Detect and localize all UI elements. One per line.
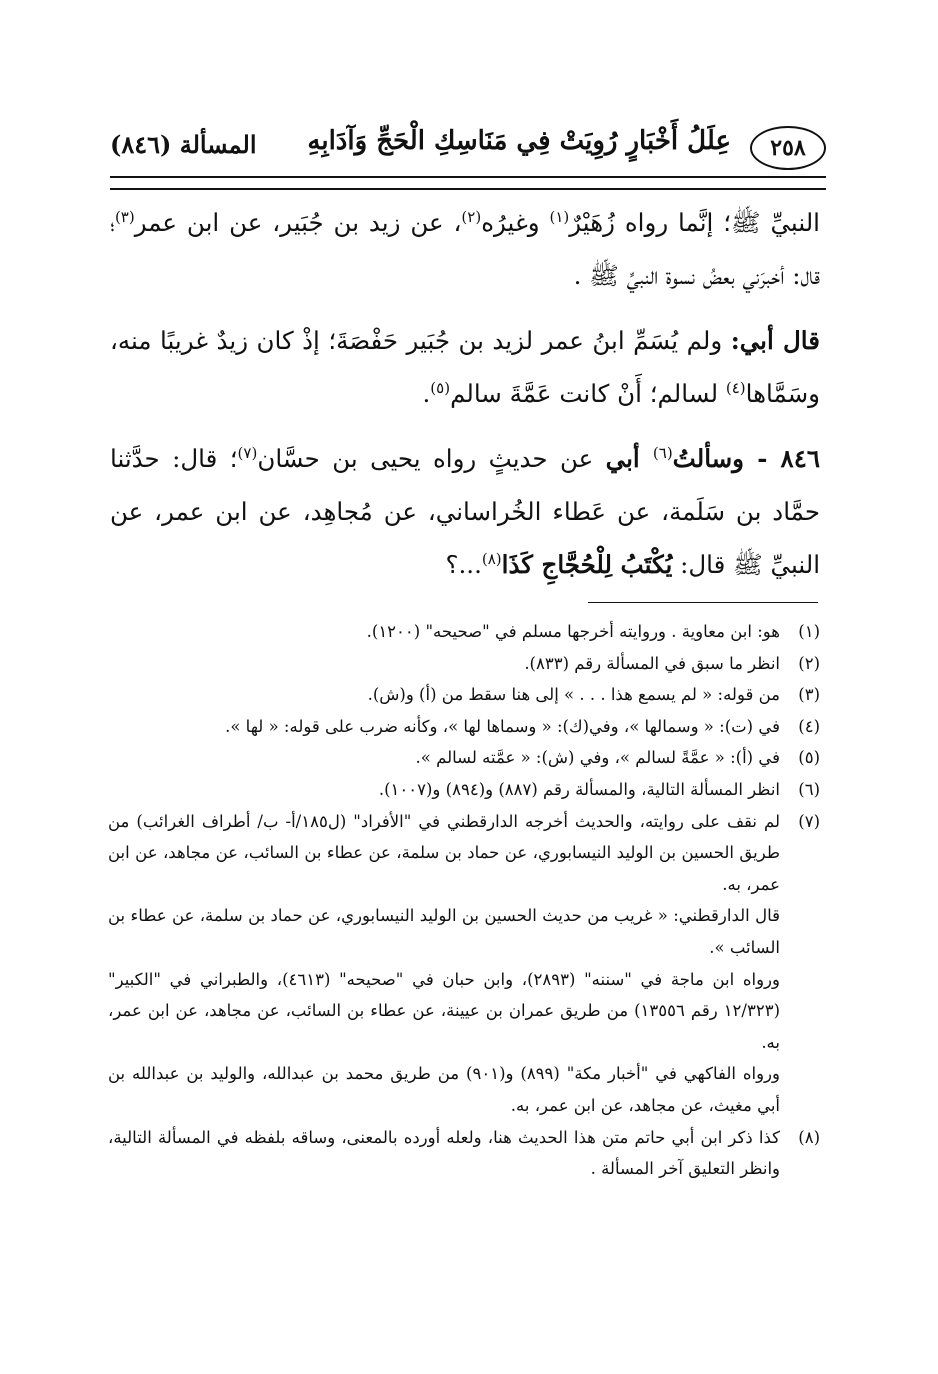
footnote-line: قال الدارقطني: « غريب من حديث الحسين بن الوليد النيسابوري، عن حماد بن سلمة، عن عطاء بن السائب ».: [108, 906, 780, 957]
footnote-1: [108, 616, 820, 648]
page-number: ٢٥٨: [750, 126, 826, 170]
footnote-text: [108, 742, 780, 774]
footnote-number: (٥): [798, 748, 820, 768]
footnote-text: [108, 774, 780, 806]
text-run: لسالم؛ أَنْ كانت عَمَّةَ سالم: [450, 379, 726, 408]
footnote-text: [108, 616, 780, 648]
footnote-line: كذا ذكر ابن أبي حاتم متن هذا الحديث هنا، ولعله أورده بالمعنى، وساقه بلفظه في المسألة التالية، وانظر التعليق آخر المسألة .: [108, 1127, 780, 1179]
hadith-quote: يُكْتَبُ لِلْحُجَّاجِ كَذَا: [501, 550, 673, 579]
footnote-ref: (٥): [430, 378, 451, 397]
footnote-7: [108, 806, 820, 1122]
main-text: [110, 196, 820, 591]
text-run: ...؟: [445, 550, 482, 579]
text-run: وغيرُه: [481, 208, 550, 237]
footnote-text: [108, 1122, 780, 1185]
header-double-rule: [110, 176, 826, 190]
speaker-label: قال أبي:: [730, 326, 820, 355]
footnote-line: ورواه ابن ماجة في "سننه" (٢٨٩٣)، وابن حبان في "صحيحه" (٤٦١٣)، والطبراني في "الكبير" (١٢/٣٢٣ رقم ١٣٥٥٦) من طريق عمران بن عيينة، عن عطاء بن السائب، عن مجاهد، عن ابن عمر، به.: [108, 969, 780, 1052]
footnote-line: من قوله: « لم يسمع هذا . . . » إلى هنا سقط من (أ) و(ش).: [367, 685, 780, 705]
paragraph-1: [110, 196, 820, 302]
text-run: ؛ قال: أخبرَني بعضُ نسوة النبيِّ ﷺ .: [110, 208, 820, 290]
footnote-5: [108, 742, 820, 774]
footnote-4: [108, 711, 820, 743]
footnote-ref: (٤): [725, 378, 746, 397]
question-lead-b: أبي: [605, 444, 653, 473]
footnote-number: (٤): [798, 716, 820, 736]
footnote-text: [108, 806, 780, 1122]
footnote-2: [108, 648, 820, 680]
footnote-number: (٧): [798, 811, 820, 831]
footnote-number: (٣): [798, 685, 820, 705]
text-run: .: [422, 379, 431, 408]
footnote-line: هو: ابن معاوية . وروايته أخرجها مسلم في "صحيحه" (١٢٠٠).: [366, 622, 780, 641]
footnote-8: [108, 1122, 820, 1185]
text-run: ؛ قال: حدَّثنا حمَّاد بن سَلَمة، عن عَطاء الخُراساني، عن مُجاهِد، عن ابن عمر، عن النبيِّ ﷺ قال:: [110, 444, 820, 579]
issue-number: ٨٤٦ -: [744, 444, 821, 473]
footnote-ref: (٢): [461, 207, 482, 226]
running-title: عِلَلُ أَخْبَارٍ رُوِيَتْ فِي مَنَاسِكِ الْحَجِّ وَآدَابِهِ: [307, 126, 731, 156]
footnote-6: [108, 774, 820, 806]
footnote-text: [108, 711, 780, 743]
footnote-line: انظر المسألة التالية، والمسألة رقم (٨٨٧) و(٨٩٤) و(١٠٠٧).: [378, 779, 780, 799]
footnote-ref: (٧): [237, 443, 258, 462]
footnote-number: (٢): [798, 653, 820, 673]
footnote-ref: (٦): [652, 443, 673, 462]
footnotes: [108, 616, 820, 1185]
footnote-number: (١): [798, 622, 820, 641]
text-run: ولم يُسَمِّ ابنُ عمر لزيد بن جُبَير حَفْصَةَ؛ إذْ كان زيدٌ غريبًا منه، وسَمَّاها: [110, 326, 820, 408]
footnote-separator: [588, 602, 818, 603]
footnote-text: [108, 648, 780, 680]
paragraph-3: [110, 432, 820, 591]
question-lead: وسألتُ: [672, 444, 745, 473]
footnote-number: (٨): [798, 1127, 820, 1147]
footnote-line: في (أ): « عمَّةً لسالم »، وفي (ش): « عمَّته لسالم ».: [415, 748, 780, 768]
footnote-line: ورواه الفاكهي في "أخبار مكة" (٨٩٩) و(٩٠١) من طريق محمد بن عبدالله، والوليد بن عبدالله بن أبي مغيث، عن مجاهد، عن ابن عمر، به.: [108, 1064, 780, 1115]
text-run: ، عن زيد بن جُبَير، عن ابن عمر: [134, 208, 462, 237]
footnote-text: [108, 679, 780, 711]
footnote-3: [108, 679, 820, 711]
page-header: [110, 122, 826, 182]
footnote-ref: (١): [549, 207, 570, 226]
text-run: عن حديثٍ رواه يحيى بن حسَّان: [257, 444, 606, 473]
footnote-line: في (ت): « وسمالها »، وفي(ك): « وسماها لها »، وكأنه ضرب على قوله: « لها ».: [225, 716, 780, 736]
text-run: النبيِّ ﷺ؛ إنَّما رواه زُهَيْرٌ: [569, 208, 820, 237]
footnote-line: لم نقف على روايته، والحديث أخرجه الدارقطني في "الأفراد" (ل١٨٥/أ- ب/ أطراف الغرائب) من طريق الحسين بن الوليد النيسابوري، عن حماد بن سلمة، عن عطاء بن السائب، عن مجاهد، عن ابن عمر، به.: [108, 811, 780, 894]
footnote-number: (٦): [798, 779, 820, 799]
issue-label: المسألة (٨٤٦): [110, 130, 257, 159]
footnote-ref: (٣): [114, 207, 135, 226]
paragraph-2: [110, 314, 820, 420]
footnote-ref: (٨): [481, 549, 502, 568]
footnote-line: انظر ما سبق في المسألة رقم (٨٣٣).: [524, 653, 780, 673]
